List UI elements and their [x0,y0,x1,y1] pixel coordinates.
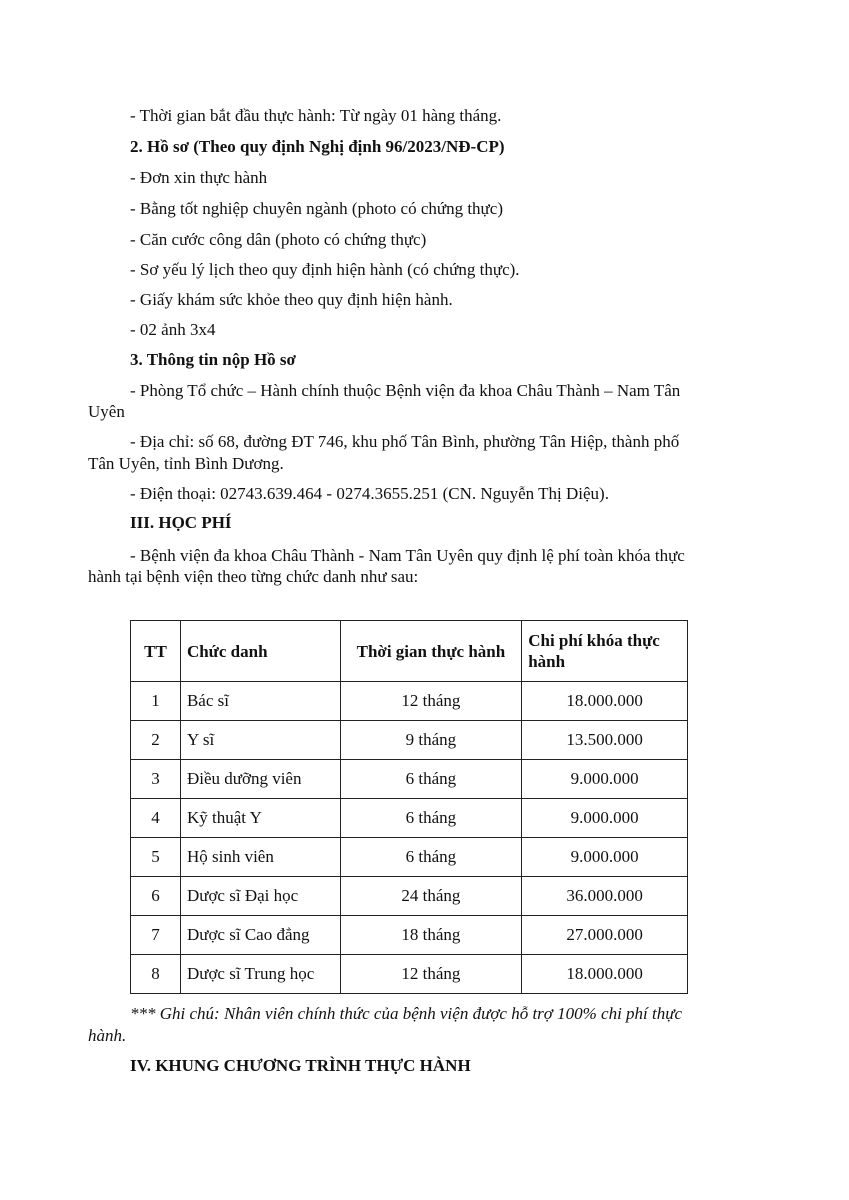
address-line-cont: Tân Uyên, tỉnh Bình Dương. [88,454,284,473]
table-row [131,916,688,955]
address-line: - Địa chỉ: số 68, đường ĐT 746, khu phố Tân Bình, phường Tân Hiệp, thành phố [130,432,680,451]
document-item: - Đơn xin thực hành [130,168,268,187]
table-row [131,760,688,799]
row-cost: 13.500.000 [522,721,688,760]
row-title: Dược sĩ Cao đẳng [180,916,340,955]
row-title: Bác sĩ [180,682,340,721]
row-cost: 27.000.000 [522,916,688,955]
row-cost: 9.000.000 [522,838,688,877]
row-cost: 18.000.000 [522,682,688,721]
table-row [131,838,688,877]
documents-heading: 2. Hồ sơ (Theo quy định Nghị định 96/2023/NĐ-CP) [130,137,505,156]
fees-note-cont: hành. [88,1026,127,1045]
row-title: Y sĩ [180,721,340,760]
row-cost: 9.000.000 [522,760,688,799]
row-duration: 24 tháng [340,877,522,916]
row-cost: 36.000.000 [522,877,688,916]
office-line-cont: Uyên [88,402,125,421]
fees-note: *** Ghi chú: Nhân viên chính thức của bệnh viện được hỗ trợ 100% chi phí thực [130,1004,683,1023]
submit-heading: 3. Thông tin nộp Hồ sơ [130,350,296,369]
row-title: Hộ sinh viên [180,838,340,877]
row-number: 8 [131,955,181,994]
document-item: - Căn cước công dân (photo có chứng thực) [130,230,427,249]
fees-table [130,620,688,994]
table-header-row [131,621,688,682]
program-heading: IV. KHUNG CHƯƠNG TRÌNH THỰC HÀNH [130,1056,471,1075]
row-duration: 6 tháng [340,838,522,877]
header-tt: TT [131,621,181,682]
document-item: - Bằng tốt nghiệp chuyên ngành (photo có chứng thực) [130,199,503,218]
row-number: 3 [131,760,181,799]
phone-line: - Điện thoại: 02743.639.464 - 0274.3655.251 (CN. Nguyễn Thị Diệu). [130,484,609,503]
document-item: - Giấy khám sức khỏe theo quy định hiện hành. [130,290,453,309]
table-row [131,955,688,994]
header-duration: Thời gian thực hành [340,621,522,682]
row-number: 1 [131,682,181,721]
row-duration: 6 tháng [340,799,522,838]
row-number: 6 [131,877,181,916]
fees-heading: III. HỌC PHÍ [130,513,232,532]
table-row [131,877,688,916]
row-title: Dược sĩ Trung học [180,955,340,994]
document-item: - 02 ảnh 3x4 [130,320,216,339]
start-time-line: - Thời gian bắt đầu thực hành: Từ ngày 01 hàng tháng. [130,106,502,125]
table-row [131,799,688,838]
row-number: 5 [131,838,181,877]
document-item: - Sơ yếu lý lịch theo quy định hiện hành (có chứng thực). [130,260,520,279]
table-row [131,721,688,760]
row-duration: 9 tháng [340,721,522,760]
row-duration: 18 tháng [340,916,522,955]
row-number: 7 [131,916,181,955]
row-cost: 9.000.000 [522,799,688,838]
row-title: Dược sĩ Đại học [180,877,340,916]
row-duration: 12 tháng [340,955,522,994]
row-duration: 6 tháng [340,760,522,799]
table-row [131,682,688,721]
row-cost: 18.000.000 [522,955,688,994]
office-line: - Phòng Tổ chức – Hành chính thuộc Bệnh viện đa khoa Châu Thành – Nam Tân [130,381,681,400]
row-title: Kỹ thuật Y [180,799,340,838]
row-duration: 12 tháng [340,682,522,721]
fees-intro: - Bệnh viện đa khoa Châu Thành - Nam Tân Uyên quy định lệ phí toàn khóa thực [130,546,685,565]
header-cost: Chi phí khóa thực hành [522,621,688,682]
header-title: Chức danh [180,621,340,682]
row-number: 4 [131,799,181,838]
fees-intro-cont: hành tại bệnh viện theo từng chức danh như sau: [88,567,419,586]
row-title: Điều dưỡng viên [180,760,340,799]
row-number: 2 [131,721,181,760]
